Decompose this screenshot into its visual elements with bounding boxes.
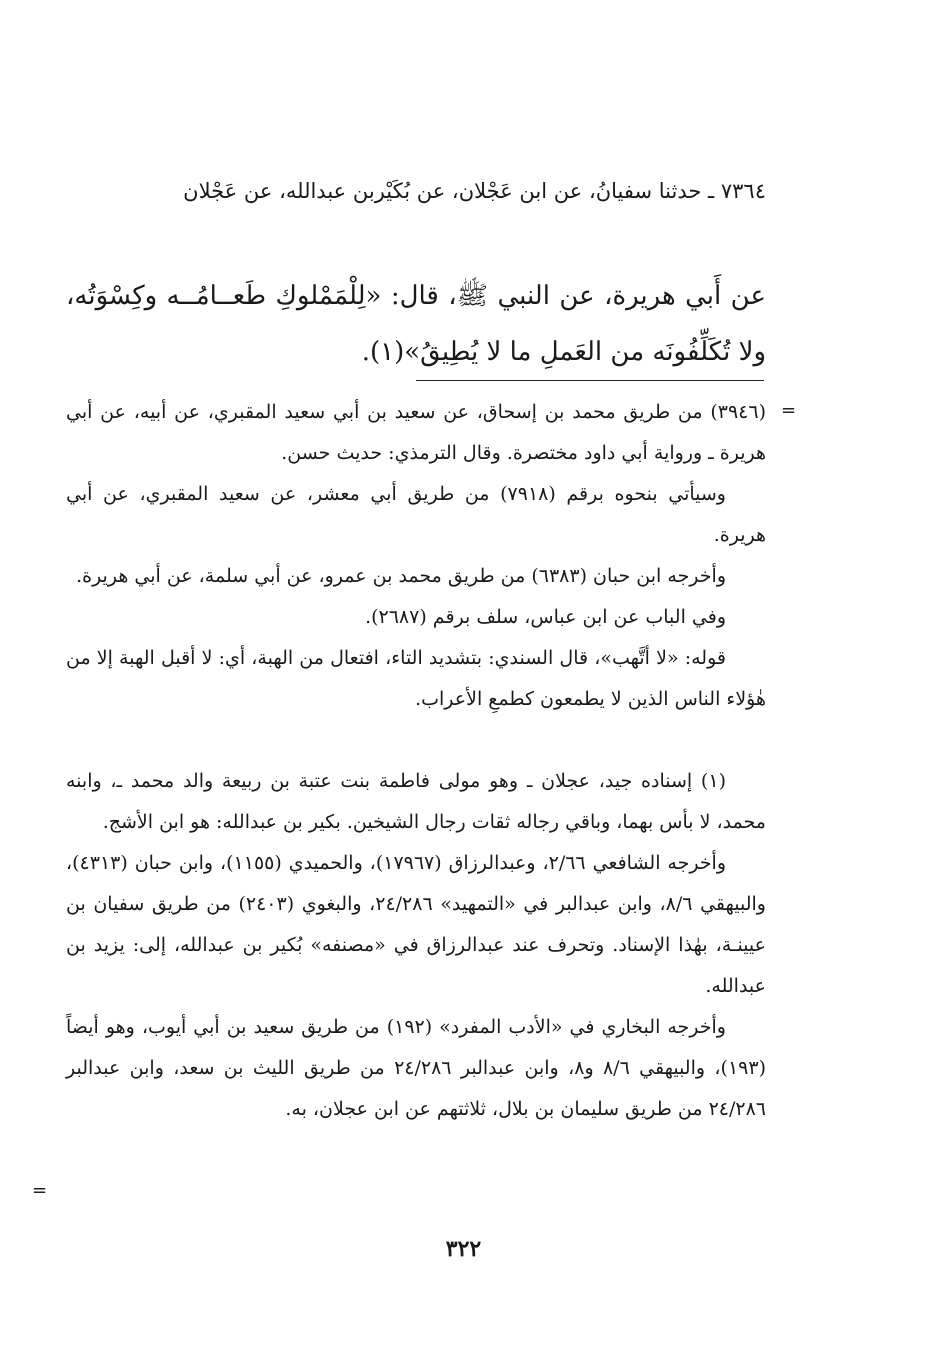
footnote-paragraph: قوله: «لا أتَّهب»، قال السندي: بتشديد التاء، افتعال من الهبة، أي: لا أقبل الهبة إلا من هٰؤلاء الناس الذين لا يطمعون كطمعِ الأعراب. xyxy=(66,647,766,710)
footnotes-continued xyxy=(66,392,766,720)
footnote-paragraph: وأخرجه ابن حبان (٦٣٨٣) من طريق محمد بن عمرو، عن أبي سلمة، عن أبي هريرة. xyxy=(76,565,726,587)
footnote-paragraph: وسيأتي بنحوه برقم (٧٩١٨) من طريق أبي معشر، عن سعيد المقبري، عن أبي هريرة. xyxy=(66,483,766,546)
hadith-isnad: ٧٣٦٤ ـ حدثنا سفيانُ، عن ابن عَجْلان، عن بُكَيْربن عبدالله، عن عَجْلان xyxy=(183,179,766,203)
footnotes-current xyxy=(66,761,766,1130)
continuation-mark-bottom: = xyxy=(32,1180,48,1201)
continuation-mark-top: = xyxy=(781,400,797,421)
page-number: ٣٢٢ xyxy=(445,1236,482,1262)
hadith-matn: عن أَبي هريرة، عن النبي ﷺ، قال: «لِلْمَمْلوكِ طَعــامُــه وكِسْوَتُه، ولا تُكَلِّفُونَه من العَملِ ما لا يُطِيقُ»(١). xyxy=(66,281,766,367)
footnote-paragraph: وأخرجه الشافعي ٢/٦٦، وعبدالرزاق (١٧٩٦٧)، والحميدي (١١٥٥)، وابن حبان (٤٣١٣)، والبيهقي ٨/٦، وابن عبدالبر في «التمهيد» ٢٤/٢٨٦، والبغوي (٢٤٠٣) من طريق سفيان بن عيينـة، بهٰذا الإسناد. وتحرف عند عبدالرزاق في «مصنفه» بُكير بن عبدالله، إلى: يزيد بن عبدالله. xyxy=(66,852,766,997)
footnote-paragraph: وأخرجه البخاري في «الأدب المفرد» (١٩٢) من طريق سعيد بن أبي أيوب، وهو أيضاً (١٩٣)، والبيهقي ٨/٦ و٨، وابن عبدالبر ٢٤/٢٨٦ من طريق الليث بن سعد، وابن عبدالبر ٢٤/٢٨٦ من طريق سليمان بن بلال، ثلاثتهم عن ابن عجلان، به. xyxy=(66,1016,766,1120)
footnote-paragraph: وفي الباب عن ابن عباس، سلف برقم (٢٦٨٧). xyxy=(365,606,726,628)
footnote-separator xyxy=(416,380,764,381)
footnote-paragraph: (٣٩٤٦) من طريق محمد بن إسحاق، عن سعيد بن أبي سعيد المقبري، عن أبيه، عن أبي هريرة ـ ورواية أبي داود مختصرة. وقال الترمذي: حديث حسن. xyxy=(66,401,766,464)
footnote-paragraph: (١) إسناده جيد، عجلان ـ وهو مولى فاطمة بنت عتبة بن ربيعة والد محمد ـ، وابنه محمد، لا بأس بهما، وباقي رجاله ثقات رجال الشيخين. بكير بن عبدالله: هو ابن الأشج. xyxy=(66,770,766,833)
